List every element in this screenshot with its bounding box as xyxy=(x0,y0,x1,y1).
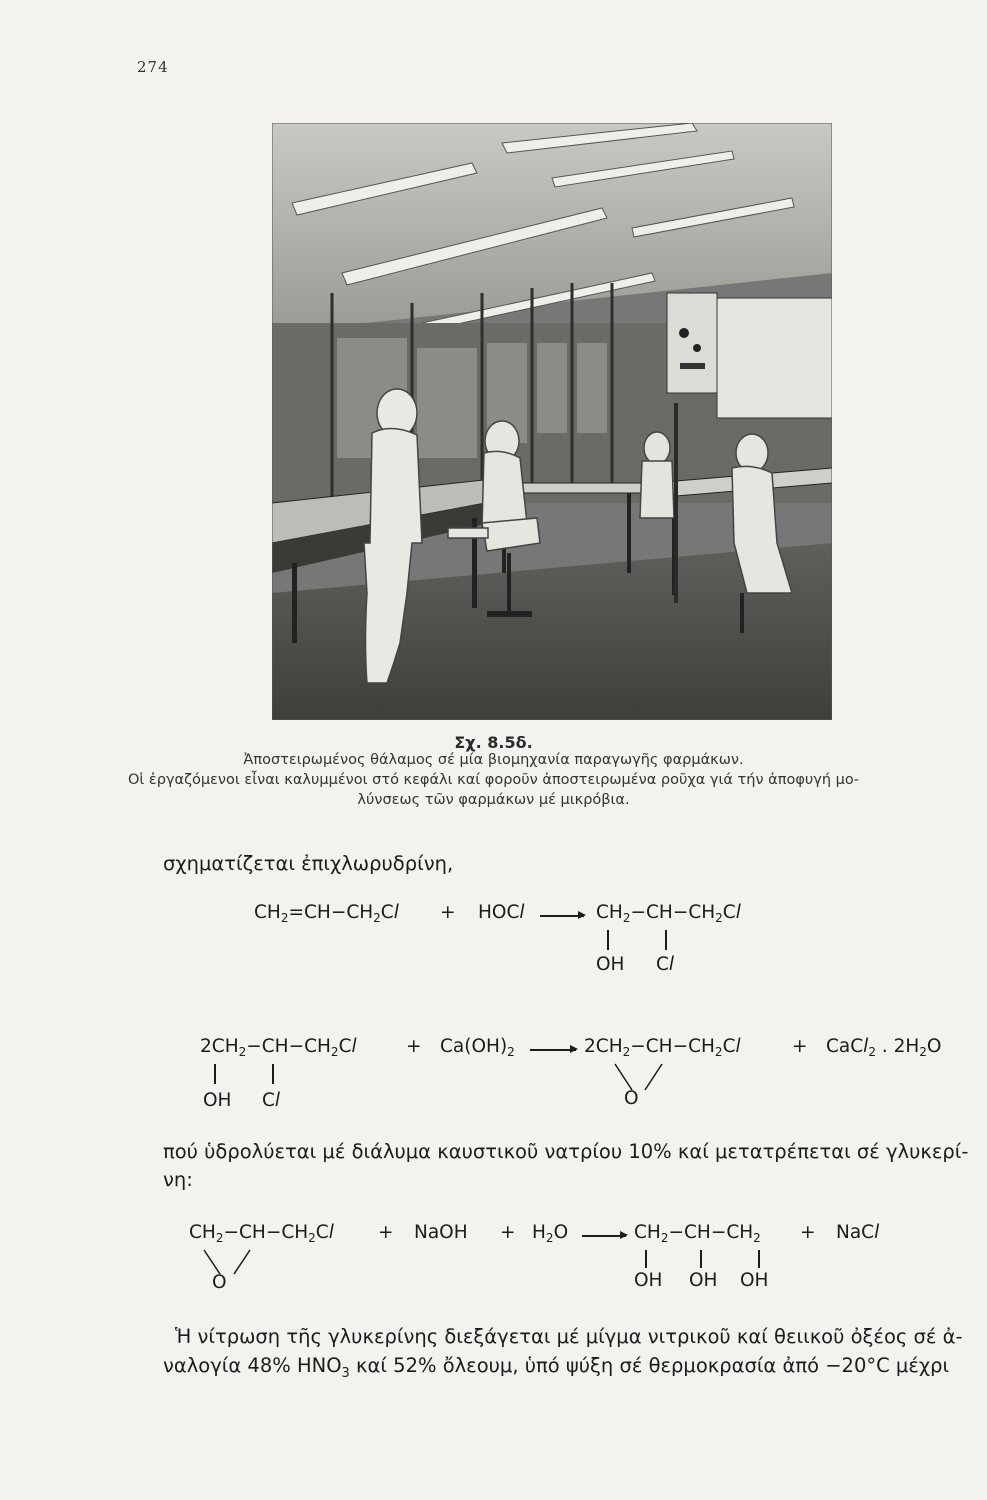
eq3-bond-oh-1 xyxy=(645,1250,647,1268)
eq2-epoxide-bonds xyxy=(610,1062,670,1102)
eq1-bond-oh xyxy=(607,930,609,950)
eq2-reactant2: $Ca(OH)_2$ xyxy=(440,1036,515,1059)
figure-number: Σχ. 8.5δ. xyxy=(454,733,533,752)
eq2-product1: $2CH_2-CH-CH_2Cl$ xyxy=(584,1036,741,1059)
eq2-oh: OH xyxy=(203,1090,232,1111)
eq2-plus-2: + xyxy=(792,1036,808,1057)
eq2-product2: CaCl$_2$ . $2H_2O$ xyxy=(826,1036,942,1059)
page-number: 274 xyxy=(137,58,169,76)
figure-caption-line-1: Ἀποστειρωμένος θάλαμος σέ μία βιομηχανία παραγωγῆς φαρμάκων. xyxy=(243,752,744,768)
eq3-plus-2: + xyxy=(500,1222,516,1243)
eq3-plus-1: + xyxy=(378,1222,394,1243)
eq3-bond-oh-3 xyxy=(758,1250,760,1268)
eq1-product: $CH_2-CH-CH_2Cl$ xyxy=(596,902,741,925)
eq1-reactant1: $CH_2=CH-CH_2Cl$ xyxy=(254,902,399,925)
eq2-arrow xyxy=(530,1049,576,1051)
eq3-reactant3: $H_2O$ xyxy=(532,1222,569,1245)
eq2-cl: Cl xyxy=(262,1090,281,1111)
eq3-bond-oh-2 xyxy=(700,1250,702,1268)
eq3-product1: $CH_2-CH-CH_2$ xyxy=(634,1222,761,1245)
eq1-reactant2: HOCl xyxy=(478,902,525,923)
hydrolysis-text-line-2: νη: xyxy=(163,1168,193,1191)
eq2-plus-1: + xyxy=(406,1036,422,1057)
figure-caption-line-2: Οἱ ἐργαζόμενοι εἶναι καλυμμένοι στό κεφάλι καί φοροῦν ἀποστειρωμένα ροῦχα γιά τήν ἀποφυγή μο- xyxy=(127,772,860,788)
eq2-bond-oh xyxy=(214,1064,216,1084)
eq3-plus-3: + xyxy=(800,1222,816,1243)
intro-text: σχηματίζεται ἐπιχλωρυδρίνη, xyxy=(163,852,454,875)
eq1-bond-cl xyxy=(665,930,667,950)
eq3-reactant1: $CH_2-CH-CH_2Cl$ xyxy=(189,1222,334,1245)
nitration-text-line-2: ναλογία 48% $HNO_3$ καί 52% ὄλεουμ, ὑπό ψύξη σέ θερμοκρασία ἀπό −20°C μέχρι xyxy=(163,1354,950,1381)
eq3-oh-1: OH xyxy=(634,1270,663,1291)
eq3-epoxide-bonds xyxy=(200,1248,260,1288)
hydrolysis-text-line-1: πού ὑδρολύεται μέ διάλυμα καυστικοῦ νατρίου 10% καί μετατρέπεται σέ γλυκερί- xyxy=(163,1140,969,1163)
eq3-arrow xyxy=(582,1235,626,1237)
eq1-oh: OH xyxy=(596,954,625,975)
eq3-reactant2: NaOH xyxy=(414,1222,468,1243)
eq1-plus: + xyxy=(440,902,456,923)
eq2-reactant1: $2CH_2-CH-CH_2Cl$ xyxy=(200,1036,357,1059)
eq1-arrow xyxy=(540,915,584,917)
nitration-text-line-1: Ἡ νίτρωση τῆς γλυκερίνης διεξάγεται μέ μίγμα νιτρικοῦ καί θειικοῦ ὀξέος σέ ἀ- xyxy=(175,1325,963,1348)
cleanroom-photo xyxy=(272,123,832,720)
eq3-oh-2: OH xyxy=(689,1270,718,1291)
eq1-cl: Cl xyxy=(656,954,675,975)
eq2-bond-cl xyxy=(272,1064,274,1084)
cleanroom-photo-illustration xyxy=(272,123,832,720)
eq3-product2: NaCl xyxy=(836,1222,880,1243)
eq2-epoxide-oxygen: O xyxy=(624,1088,639,1109)
eq3-epoxide-oxygen: O xyxy=(212,1272,227,1293)
figure-caption-line-3: λύνσεως τῶν φαρμάκων μέ μικρόβια. xyxy=(357,792,630,808)
eq3-oh-3: OH xyxy=(740,1270,769,1291)
